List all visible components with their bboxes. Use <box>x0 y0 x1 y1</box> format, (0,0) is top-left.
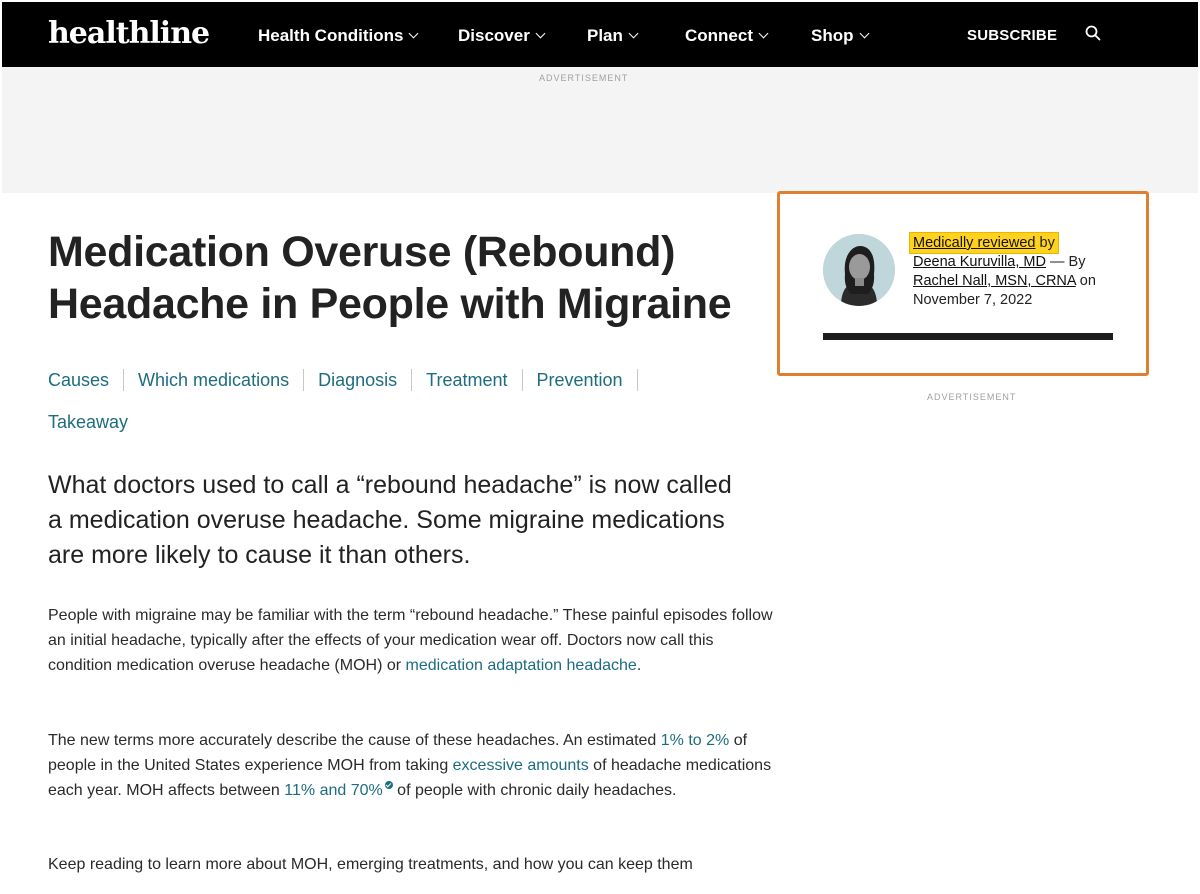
nav-connect[interactable] <box>685 26 767 46</box>
byline-text: on <box>1075 273 1096 289</box>
verified-source-icon <box>385 781 393 789</box>
page <box>2 2 1198 892</box>
nav-label: Discover <box>458 26 530 45</box>
toc-link-which-medications[interactable]: Which medications <box>138 369 290 390</box>
subscribe-button[interactable]: SUBSCRIBE <box>967 27 1058 44</box>
toc-link-causes[interactable]: Causes <box>48 369 110 390</box>
paragraph-text: of headache medications each year. MOH affects between <box>48 757 772 799</box>
link-excessive-amounts[interactable]: excessive amounts <box>452 757 589 774</box>
link-medication-adaptation-headache[interactable]: medication adaptation headache <box>405 657 637 674</box>
nav-shop[interactable] <box>811 26 868 46</box>
nav-label: Plan <box>587 26 623 45</box>
toc-divider <box>411 369 412 391</box>
toc-link-diagnosis[interactable]: Diagnosis <box>318 369 398 390</box>
medically-reviewed-highlight <box>909 232 1059 254</box>
toc-link-takeaway[interactable]: Takeaway <box>48 411 129 432</box>
toc-row <box>48 367 748 393</box>
article-lede: What doctors used to call a “rebound headache” is now called a medication overuse headache. Some migraine medications are more likely to cause it than others. <box>48 471 732 569</box>
nav-label: Health Conditions <box>258 26 404 45</box>
nav-discover[interactable] <box>458 26 544 46</box>
toc-divider <box>522 369 523 391</box>
paragraph-text: People with migraine may be familiar with the term “rebound headache.” These painful episodes follow an initial headache, typically after the effects of your medication wear off. Doctors now call this condition medication overuse headache (MOH) or <box>48 607 773 674</box>
reviewer-avatar <box>823 234 895 306</box>
paragraph-text: of people in the United States experience MOH from taking <box>48 732 748 774</box>
chevron-down-icon <box>628 29 638 39</box>
table-of-contents <box>48 367 748 432</box>
nav-label: Connect <box>685 26 753 45</box>
author-name-link[interactable]: Rachel Nall, MSN, CRNA <box>913 273 1076 289</box>
top-ad-area <box>2 67 1198 193</box>
article-title: Medication Overuse (Rebound) Headache in People with Migraine <box>48 228 732 328</box>
toc-divider <box>637 369 638 391</box>
review-divider-bar <box>823 333 1113 340</box>
medical-review-card <box>777 191 1149 376</box>
paragraph-text: of people with chronic daily headaches. <box>392 782 677 799</box>
site-logo[interactable]: healthline <box>48 16 210 51</box>
article-paragraph <box>48 728 778 803</box>
search-icon[interactable] <box>1085 25 1101 41</box>
toc-divider <box>303 369 304 391</box>
chevron-down-icon <box>535 29 545 39</box>
toc-link-treatment[interactable]: Treatment <box>426 369 508 390</box>
top-navbar <box>2 2 1198 67</box>
link-1-to-2-percent[interactable]: 1% to 2% <box>660 732 730 749</box>
paragraph-text: . <box>636 657 642 674</box>
reviewer-name-link[interactable]: Deena Kuruvilla, MD <box>913 254 1046 270</box>
toc-row <box>48 409 128 435</box>
nav-health-conditions[interactable] <box>258 26 417 46</box>
byline-text: — By <box>1045 254 1086 270</box>
link-11-and-70-percent[interactable]: 11% and 70% <box>284 782 383 799</box>
medically-reviewed-link[interactable]: Medically reviewed <box>913 235 1036 251</box>
nav-label: Shop <box>811 26 854 45</box>
review-date: November 7, 2022 <box>913 292 1033 308</box>
toc-link-prevention[interactable]: Prevention <box>536 369 623 390</box>
paragraph-text: The new terms more accurately describe the cause of these headaches. An estimated <box>48 732 661 749</box>
sidebar-ad-label: ADVERTISEMENT <box>927 392 1017 402</box>
toc-divider <box>123 369 124 391</box>
nav-plan[interactable] <box>587 26 637 46</box>
ad-label: ADVERTISEMENT <box>539 73 629 83</box>
chevron-down-icon <box>859 29 869 39</box>
review-byline <box>913 234 1133 310</box>
chevron-down-icon <box>409 29 419 39</box>
article-paragraph: Keep reading to learn more about MOH, emerging treatments, and how you can keep them <box>48 856 693 873</box>
byline-text: by <box>1035 235 1055 251</box>
article-paragraph <box>48 603 778 678</box>
person-portrait-icon <box>823 234 895 306</box>
chevron-down-icon <box>759 29 769 39</box>
